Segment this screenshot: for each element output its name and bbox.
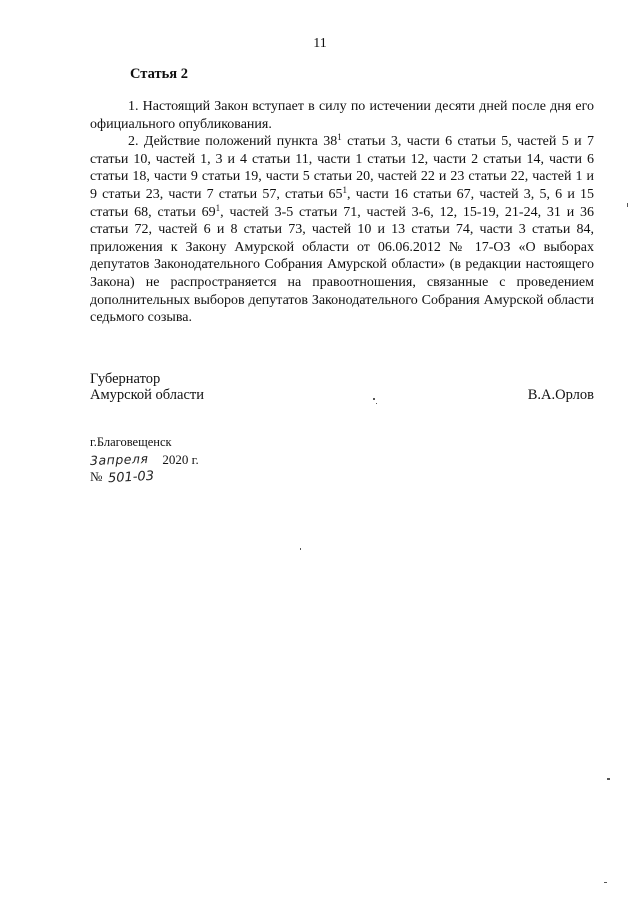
superscript-2: 1 bbox=[342, 184, 348, 195]
scan-speck bbox=[376, 403, 377, 404]
paragraph-1: 1. Настоящий Закон вступает в силу по истечении десяти дней после дня его официального опубликования. bbox=[90, 99, 594, 132]
scan-speck bbox=[607, 778, 610, 780]
paragraph-2-part-1: 2. Действие положений пункта 38 bbox=[128, 134, 338, 150]
scan-speck bbox=[604, 882, 607, 883]
paragraph-2-part-4: , частей 3-5 статьи 71, частей 3-6, 12, 15-19, 21-24, 31 и 36 статьи 72, частей 6 и 8 статьи 73, частей 10 и 13 статьи 74, части 3 статьи 84, приложения к Закону Амурской области от 06.06.2012 № 17-ОЗ «О выборах депутатов Законодательного Собрания Амурской области» (в редакции настоящего Закона) не распространяется на правоотношения, связанные с проведением дополнительных выборов депутатов Законодательного Собрания Амурской области седьмого созыва. bbox=[90, 204, 595, 326]
article-body bbox=[90, 98, 594, 327]
superscript-3: 1 bbox=[215, 202, 221, 213]
signing-date bbox=[90, 452, 199, 470]
date-year: 2020 г. bbox=[162, 452, 199, 467]
signer-position-line-2: Амурской области bbox=[90, 387, 204, 403]
article-title: Статья 2 bbox=[130, 66, 188, 82]
scan-speck bbox=[300, 548, 301, 550]
signer-name: В.А.Орлов bbox=[527, 387, 594, 403]
signature-block bbox=[90, 371, 595, 403]
page-number: 11 bbox=[313, 36, 327, 51]
paragraph-2-part-2: статьи 3, части 6 статьи 5, частей 5 и 7 статьи 10, частей 1, 3 и 4 статьи 11, части 1 статьи 12, части 2 статьи 14, части 6 статьи 18, части 9 статьи 19, части 5 статьи 20, частей 22 и 23 статьи 22, частей 1 и 9 статьи 23, части 7 статьи 57, статьи 65 bbox=[90, 134, 594, 202]
handwritten-date: 3апреля bbox=[89, 450, 149, 469]
scan-speck bbox=[373, 398, 375, 400]
law-number bbox=[90, 469, 154, 485]
handwritten-number: 501-03 bbox=[108, 468, 155, 487]
scan-speck bbox=[627, 203, 628, 207]
number-sign: № bbox=[90, 469, 103, 484]
paragraph-2 bbox=[90, 133, 594, 327]
superscript-1: 1 bbox=[337, 132, 342, 143]
signer-position-line-1: Губернатор bbox=[90, 371, 161, 387]
paragraph-2-part-3: , части 16 статьи 67, частей 3, 5, 6 и 15 статьи 68, статьи 69 bbox=[90, 186, 594, 220]
place-of-signing: г.Благовещенск bbox=[90, 435, 172, 449]
